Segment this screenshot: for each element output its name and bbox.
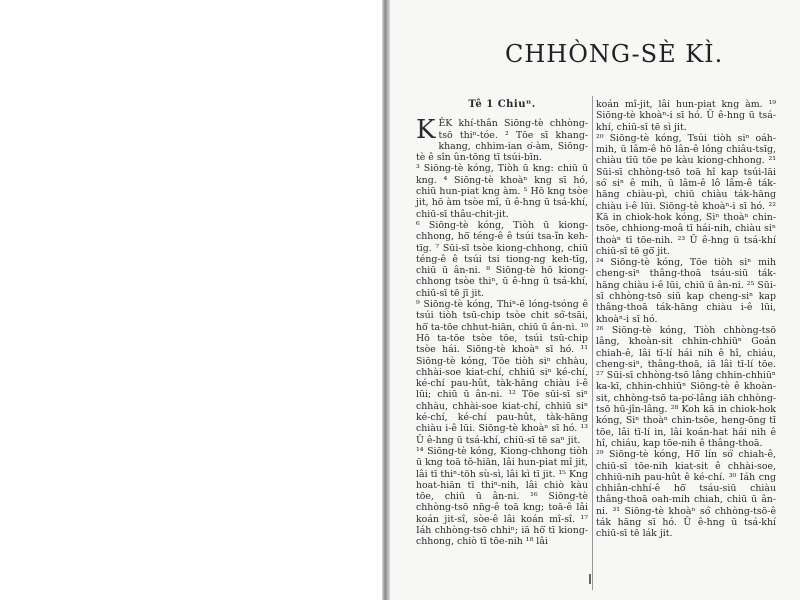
page-title: CHHÒNG-SÈ KÌ. [505, 40, 724, 68]
chapter-heading: Tê 1 Chiuⁿ. [468, 99, 536, 110]
paragraph: ⁹ Siōng-tè kóng, Thiⁿ-ē lóng-tsóng ê tsúi tiòh tsū-chip tsòe chit só͘-tsāi, hō͘ ta-tōe chhut-hiān, chiū ū ân-ni. ¹⁰ Hō ta-tōe tsòe tōe, tsúi tsū-chip tsòe hái. Siōng-tè khoàⁿ sī hó. ¹¹ Siōng-tè kóng, Tōe tiòh siⁿ chhàu, chhài-soe kiat-chí, chhiū siⁿ ké-chí, ké-chí pau-hût, tàk-hāng chiàu i-ê lūi; chiū ū ân-ni. ¹² Tōe sūi-sī siⁿ chhàu, chhài-soe kiat-chí, chhiū siⁿ ké-chí, ké-chí pau-hût, tàk-hāng chiàu i-ê lūi. Siōng-tè khoàⁿ sī hó. ¹³ Ū ê-hng ū tsá-khí, chiū-sī tē saⁿ jit. [416, 299, 588, 446]
drop-cap: K [416, 115, 436, 146]
paragraph-text: ÊK khí-thân Siōng-tè chhòng-tsō thiⁿ-tóe. ² Tōe sī khang-khang, chhim-ian o͘-àm, Siōng-tè ê sîn ûn-tōng tī tsúi-bīn. [416, 118, 588, 164]
paragraph: ³ Siōng-tè kóng, Tiòh ū kng: chiū ū kng. ⁴ Siōng-tè khoàⁿ kng sī hó, chiū hun-piat kng àm. ⁵ Hō kng tsòe jit, hō àm tsòe mî, ū ê-hng ū tsá-khí, chiū-sī thâu-chit-jit. [416, 163, 588, 220]
column-footer-mark [589, 574, 591, 584]
paragraph: ²⁴ Siōng-tè kóng, Tōe tiòh siⁿ mih cheng-siⁿ thâng-thoā tsáu-siū ták-hāng chiàu i-ê lūi, chiū ū ân-ni. ²⁵ Sūi-sī chhòng-tsō siū kap cheng-siⁿ kap thâng-thoā ták-hāng chiàu i-ê lūi, khoàⁿ-i sī hó. [596, 257, 776, 325]
book-gutter [382, 0, 390, 600]
paragraph: ²⁶ Siōng-tè kóng, Tiòh chhòng-tsō lâng, khoàn-sit chhin-chhiūⁿ Goán chiah-ê, lâi tī-lí hái nih ê hî, chiáu, cheng-siⁿ, thâng-thoā, iā lâi tī-lí tōe. ²⁷ Sūi-sī chhòng-tsō lâng chhin-chhiūⁿ ka-kī, chhin-chhiūⁿ Siōng-tè ê khoàn-sit, chhòng-tsō ta-po͘-lâng iāh chhòng-tsō hū-jîn-lâng. ²⁸ Koh kā in chiok-hok kóng, Siⁿ thoàⁿ chin-tsōe, heng-ōng tī tōe, lâi tī-lí in, lâi koán-hat hái nih ê hî, chiáu, kap tōe-nih ê thâng-thoā. [596, 324, 776, 449]
column-divider [592, 96, 593, 590]
paragraph: ⁶ Siōng-tè kóng, Tiòh ū kiong-chhong, hō͘ téng-ê ê tsúi tsa-ĩn keh-tīg. ⁷ Sūi-sī tsòe kiong-chhong, chiū téng-ê ê tsúi tsi tiong-ng keh-tīg, chiū ū ân-ni. ⁸ Siōng-tè hō kiong-chhong tsòe thiⁿ, ū ê-hng ū tsá-khí, chiū-sī tē jī jit. [416, 219, 588, 299]
left-column [416, 99, 588, 548]
blank-left-page [0, 0, 382, 600]
paragraph: koán mî-jit, lâi hun-piat kng àm. ¹⁹ Siōng-tè khoàⁿ-i sī hó. Ū ê-hng ū tsá-khí, chiū-sī tē sì jit. [596, 99, 776, 133]
paragraph [416, 115, 588, 164]
paragraph: ²⁰ Siōng-tè kóng, Tsúi tiòh siⁿ oáh-mih, ū lâm-ê hō lân-ê lóng chiâu-tsīg, chiàu tīū tōe pe kàu kiong-chhong. ²¹ Sūi-sī chhòng-tsō toā hî kap tsúi-lāi só͘ siⁿ ê mih, ū lâm-ê lô lâm-ê ták-hāng chiàu-pì, chiū chiàu ták-hāng chiàu i-ê lūi. Siōng-tè khoàⁿ-i sī hó. ²² Kā in chiok-hok kóng, Siⁿ thoàⁿ chin-tsōe, chhiong-moâ tī hái-nih, chiàu siⁿ thoàⁿ tī tōe-nih. ²³ Ū ê-hng ū tsá-khí chiū-sī tē gō͘ jit. [596, 132, 776, 257]
right-column [596, 99, 776, 540]
paragraph: ²⁹ Siōng-tè kóng, Hō͘ lín só͘ chiah-ê, chiū-sī tōe-nih kiat-sit ê chhài-soe, chhiū-nih pau-hût ê ké-chí. ³⁰ Iáh cng chhiân-chhí-ê hō͘ tsáu-siū chiàu thâng-thoā oah-mih chiah, chiū ū ân-ni. ³¹ Siōng-tè khoàⁿ só͘ chhòng-tsō-ê ták hāng sī hó. Ū ê-hng ū tsá-khí chiū-sī tē lák jit. [596, 449, 776, 540]
paragraph: ¹⁴ Siōng-tè kóng, Kiong-chhong tiòh ū kng toā tŏ-hiān, lâi hun-piat mî jit, lâi tī thiⁿ-tōh sù-sì, lâi kì tī jit. ¹⁵ Kng hoat-hiān tī thiⁿ-nih, lâi chiò kàu tōe, chiū ū ân-ni. ¹⁶ Siōng-tè chhòng-tsō nn̄g-ê toā kng; toā-ê lâi koán jit-sî, sòe-ê lâi koán mî-sî. ¹⁷ Iáh chhòng-tsō chhiⁿ; iā hō͘ tī kiong-chhong, chiò tī tōe-nih ¹⁸ lâi [416, 445, 588, 548]
